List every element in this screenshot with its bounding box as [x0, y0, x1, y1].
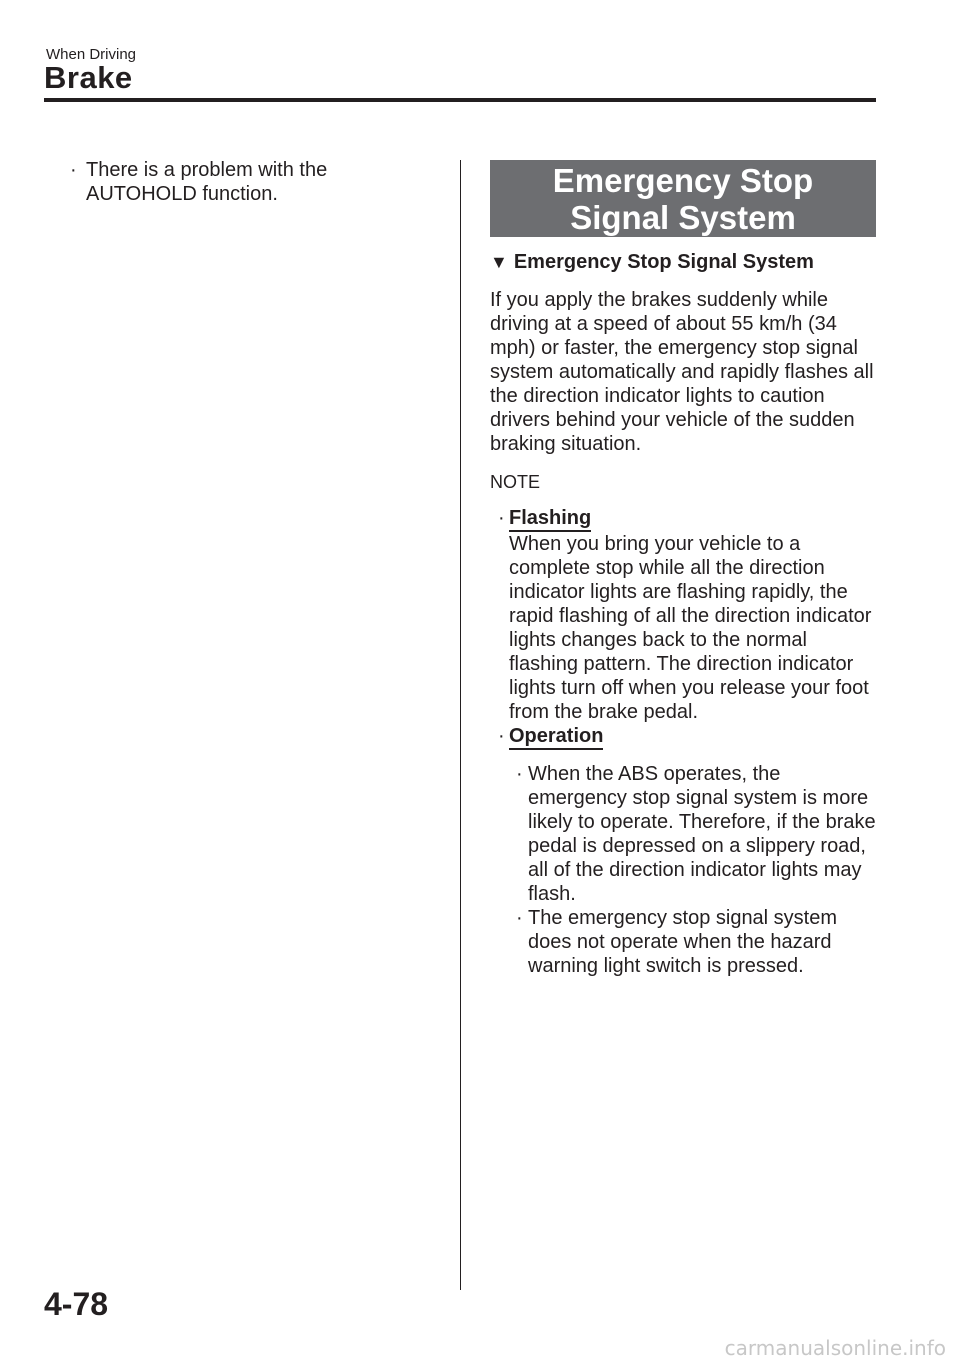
bullet-icon: ·	[498, 725, 505, 747]
note-item	[490, 724, 876, 750]
body-paragraph: If you apply the brakes suddenly while driving at a speed of about 55 km/h (34 mph) or faster, the emergency stop signal system automatically and rapidly flashes all the direction indicator lights to caution drivers behind your vehicle of the sudden braking situation.	[490, 289, 874, 455]
bullet-icon: ·	[70, 159, 77, 181]
list-item	[490, 906, 876, 978]
bullet-icon: ·	[516, 763, 523, 785]
bullet-icon: ·	[516, 907, 523, 929]
sub-item-text: When the ABS operates, the emergency stop signal system is more likely to operate. Therefore, if the brake pedal is depressed on a slippery road, all of the direction indicator lights may flash.	[528, 763, 876, 905]
note-title: Flashing	[509, 507, 591, 532]
section-banner: Emergency Stop Signal System	[490, 160, 876, 237]
right-column	[490, 250, 876, 978]
list-item	[490, 762, 876, 906]
list-item	[70, 158, 440, 206]
note-label: NOTE	[490, 472, 541, 492]
section-label: When Driving	[46, 46, 137, 63]
note-item	[490, 506, 876, 724]
page-title: Brake	[44, 60, 133, 95]
sub-list	[490, 762, 876, 978]
bullet-icon: ·	[498, 507, 505, 529]
page-number: 4-78	[44, 1286, 109, 1322]
note-title: Operation	[509, 725, 603, 750]
watermark: carmanualsonline.info	[724, 1336, 946, 1360]
subheading	[490, 250, 876, 274]
bullet-text: There is a problem with the AUTOHOLD function.	[86, 159, 328, 205]
left-column	[70, 158, 440, 206]
note-text: When you bring your vehicle to a complete stop while all the direction indicator lights are flashing rapidly, the rapid flashing of all the direction indicator lights changes back to the normal flashing pattern. The direction indicator lights turn off when you release your foot from the brake pedal.	[509, 533, 872, 723]
sub-item-text: The emergency stop signal system does not operate when the hazard warning light switch is pressed.	[528, 907, 838, 977]
column-divider	[460, 160, 461, 1290]
header-divider	[44, 98, 876, 102]
subheading-text: Emergency Stop Signal System	[513, 251, 814, 273]
triangle-down-icon: ▼	[490, 252, 508, 272]
